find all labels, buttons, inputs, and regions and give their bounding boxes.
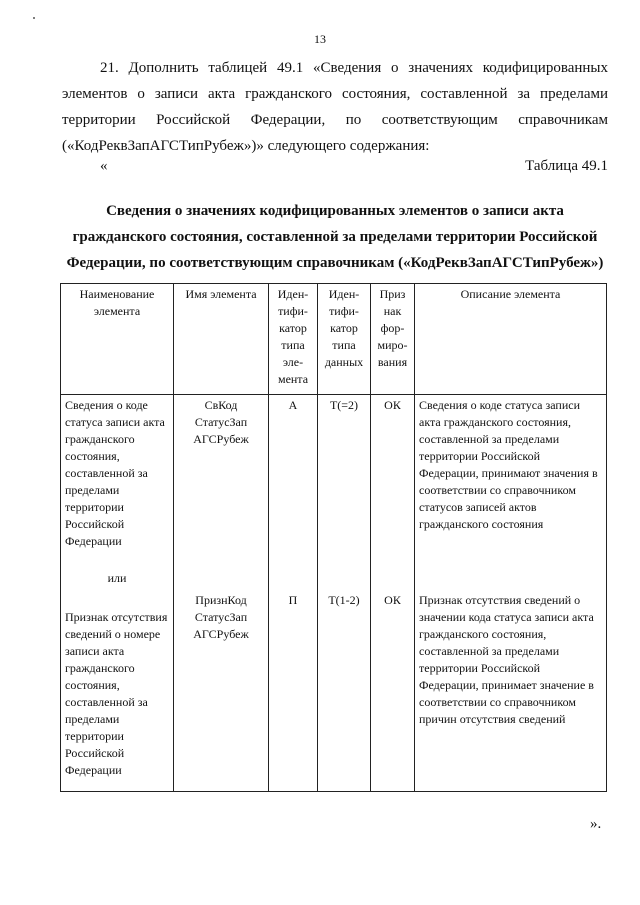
row2-formation: ОК [384, 593, 401, 607]
header-data-type: Иден-тифи-катор типа данных [318, 284, 371, 395]
header-formation: Приз нак фор-миро-вания [371, 284, 415, 395]
row1-short-name: СвКод СтатусЗап АГСРубеж [193, 398, 249, 446]
table-header-row [61, 284, 607, 395]
row2-short-name: ПризнКод СтатусЗап АГСРубеж [193, 593, 249, 641]
table-title: Сведения о значениях кодифицированных элементов о записи акта гражданского состояния, составленной за пределами территории Российской Федерации, по соответствующим справочникам («КодРеквЗапАГСТипРубеж») [66, 203, 604, 271]
table-cell-name [61, 395, 174, 792]
row2-description: Признак отсутствия сведений о значении кода статуса записи акта гражданского состояния, составленной за пределами территории Российской Федерации, принимает значение в соответствии со справочником причин отсутствия сведений [419, 593, 594, 726]
row2-element-type: П [288, 593, 298, 607]
page-number: 13 [314, 32, 326, 46]
row1-name: Сведения о коде статуса записи акта гражданского состояния, составленной за пределами территории Российской Федерации [65, 398, 165, 548]
table-cell-formation [371, 395, 415, 792]
header-description: Описание элемента [415, 284, 607, 395]
row1-formation: ОК [384, 398, 401, 412]
table-cell-element-type [269, 395, 318, 792]
table-row [61, 395, 607, 792]
close-quote: ». [590, 816, 602, 832]
codified-elements-table [60, 283, 607, 792]
header-name: Наименование элемента [61, 284, 174, 395]
header-short-name: Имя элемента [174, 284, 269, 395]
row1-description: Сведения о коде статуса записи акта гражданского состояния, составленной за пределами территории Российской Федерации, принимают значения в соответствии со справочником статусов записей актов гражданского состояния [419, 398, 598, 531]
row1-element-type: А [288, 398, 298, 412]
table-label-row [100, 158, 608, 175]
table-cell-short-name [174, 395, 269, 792]
row2-name: Признак отсутствия сведений о номере записи акта гражданского состояния, составленной за пределами территории Российской Федерации [65, 610, 168, 777]
scan-speck [33, 17, 35, 19]
row1-data-type: Т(=2) [329, 398, 359, 412]
table-label: Таблица 49.1 [525, 158, 608, 174]
intro-paragraph [62, 55, 608, 159]
table-cell-description [415, 395, 607, 792]
header-element-type: Иден-тифи-катор типа эле-мента [269, 284, 318, 395]
intro-text: 21. Дополнить таблицей 49.1 «Сведения о значениях кодифицированных элементов о записи акта гражданского состояния, составленной за пределами территории Российской Федерации, по соответствующим справочникам («КодРеквЗапАГСТипРубеж»)» следующего содержания: [62, 60, 608, 154]
table-cell-data-type [318, 395, 371, 792]
row2-data-type: Т(1-2) [328, 593, 360, 607]
or-separator: или [107, 571, 127, 585]
open-quote: « [100, 158, 108, 174]
